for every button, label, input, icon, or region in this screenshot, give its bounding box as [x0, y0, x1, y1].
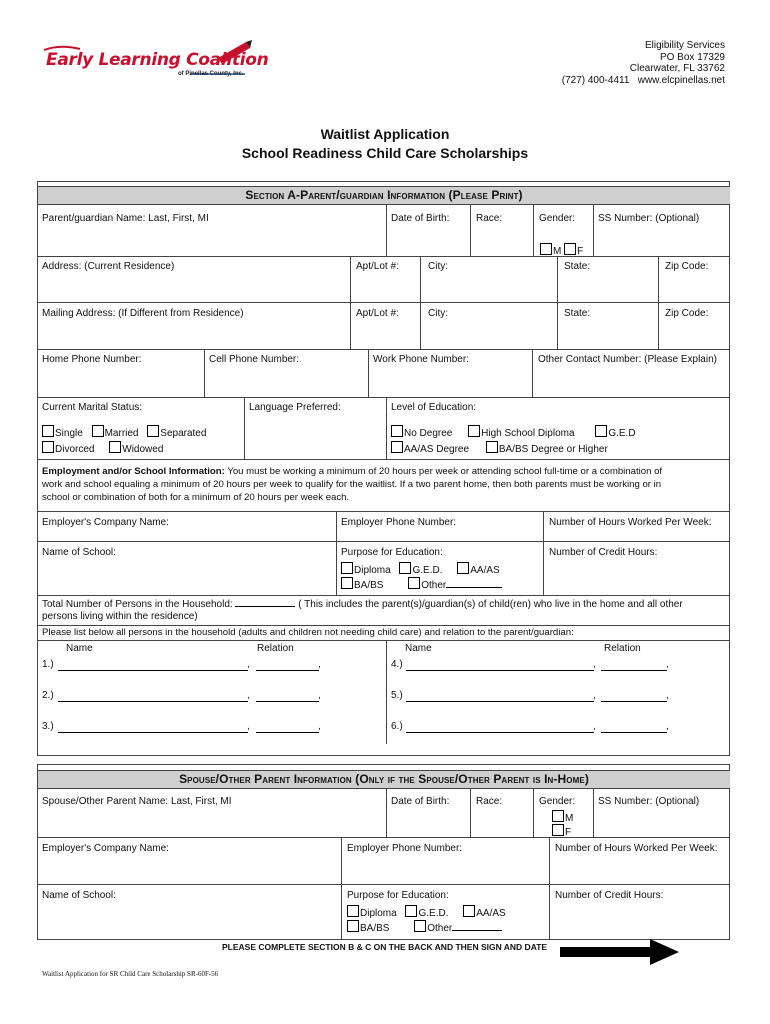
household-row-6: 6.) — [391, 721, 403, 732]
marital-status-label: Current Marital Status: — [42, 402, 143, 413]
household-row-3-relation[interactable] — [256, 732, 319, 733]
household-row-4-relation[interactable] — [601, 670, 667, 671]
household-total-input[interactable] — [235, 597, 295, 607]
page-title — [0, 125, 770, 163]
household-row-1-relation[interactable] — [256, 670, 319, 671]
spouse-ss-field[interactable]: SS Number: (Optional) — [598, 796, 700, 807]
divider — [532, 349, 533, 397]
aa-degree-checkbox[interactable] — [391, 441, 403, 453]
divider — [38, 397, 730, 398]
married-checkbox[interactable] — [92, 425, 104, 437]
ged-purpose-checkbox[interactable] — [399, 562, 411, 574]
spouse-hours-worked-field[interactable]: Number of Hours Worked Per Week: — [555, 843, 718, 854]
ba-purpose-checkbox[interactable] — [341, 577, 353, 589]
comma: , — [247, 690, 250, 701]
col-name-left: Name — [66, 643, 93, 654]
mailing-city-field[interactable]: City: — [428, 308, 448, 319]
address-line-2: PO Box 17329 — [659, 51, 725, 63]
diploma-checkbox[interactable] — [341, 562, 353, 574]
address-field[interactable]: Address: (Current Residence) — [42, 261, 175, 272]
household-row-6-name[interactable] — [406, 732, 594, 733]
divider — [38, 595, 730, 596]
zip-field[interactable]: Zip Code: — [665, 261, 709, 272]
divider — [386, 788, 387, 837]
comma: , — [318, 690, 321, 701]
spouse-gender-f: F — [552, 824, 571, 839]
divider — [470, 788, 471, 837]
gender-label: Gender: — [539, 213, 576, 224]
employment-text-1: You must be working a minimum of 20 hours per week or attending school full-time or a combination of — [224, 466, 663, 477]
divider — [38, 884, 730, 885]
address-line-3: Clearwater, FL 33762 — [629, 63, 725, 74]
other-contact-field[interactable]: Other Contact Number: (Please Explain) — [538, 354, 717, 365]
divider — [244, 397, 245, 459]
spouse-ba-checkbox[interactable] — [347, 920, 359, 932]
divider — [38, 837, 730, 838]
other-purpose-line[interactable] — [446, 578, 502, 588]
divider — [38, 302, 730, 303]
dob-field[interactable]: Date of Birth: — [391, 213, 450, 224]
high-school-checkbox[interactable] — [468, 425, 480, 437]
divider — [368, 349, 369, 397]
household-row-4-name[interactable] — [406, 670, 594, 671]
comma: , — [593, 659, 596, 670]
mailing-zip-field[interactable]: Zip Code: — [665, 308, 709, 319]
divorced-checkbox[interactable] — [42, 441, 54, 453]
spouse-heading: Spouse/Other Parent Information (Only if the Spouse/Other Parent is In-Home) — [38, 770, 730, 789]
race-field[interactable]: Race: — [476, 213, 503, 224]
credit-hours-field[interactable]: Number of Credit Hours: — [549, 547, 658, 558]
address-line-4: (727) 400-4411 www.elcpinellas.net — [561, 74, 725, 86]
comma: , — [318, 721, 321, 732]
employment-info — [42, 465, 728, 504]
household-row-4: 4.) — [391, 659, 403, 670]
col-name-right: Name — [405, 643, 432, 654]
divider — [593, 204, 594, 256]
divider — [38, 349, 730, 350]
hours-worked-field[interactable]: Number of Hours Worked Per Week: — [549, 517, 712, 528]
mailing-state-field[interactable]: State: — [564, 308, 591, 319]
back-instruction: PLEASE COMPLETE SECTION B & C ON THE BACK AND THEN SIGN AND DATE — [222, 942, 548, 952]
spouse-race-field[interactable]: Race: — [476, 796, 503, 807]
widowed-checkbox[interactable] — [109, 441, 121, 453]
spouse-school-name-field[interactable]: Name of School: — [42, 890, 116, 901]
spouse-gender-label: Gender: — [539, 796, 576, 807]
household-row-2-name[interactable] — [58, 701, 248, 702]
comma: , — [247, 659, 250, 670]
other-purpose-checkbox[interactable] — [408, 577, 420, 589]
spouse-purpose-label: Purpose for Education: — [347, 890, 449, 901]
divider — [386, 204, 387, 256]
comma: , — [247, 721, 250, 732]
divider — [593, 788, 594, 837]
divider — [336, 511, 337, 595]
comma: , — [666, 721, 669, 732]
spouse-credit-hours-field[interactable]: Number of Credit Hours: — [555, 890, 664, 901]
spouse-gender-m-checkbox[interactable] — [552, 810, 564, 822]
apt-field[interactable]: Apt/Lot #: — [356, 261, 399, 272]
comma: , — [593, 690, 596, 701]
divider — [38, 459, 730, 460]
spouse-diploma-checkbox[interactable] — [347, 905, 359, 917]
spouse-dob-field[interactable]: Date of Birth: — [391, 796, 450, 807]
divider — [543, 511, 544, 595]
household-row-3: 3.) — [42, 721, 54, 732]
comma: , — [318, 659, 321, 670]
home-phone-field[interactable]: Home Phone Number: — [42, 354, 142, 365]
divider — [38, 511, 730, 512]
divider — [38, 625, 730, 626]
spouse-aa-checkbox[interactable] — [463, 905, 475, 917]
household-row-5-name[interactable] — [406, 701, 594, 702]
mailing-apt-field[interactable]: Apt/Lot #: — [356, 308, 399, 319]
employer-name-field[interactable]: Employer's Company Name: — [42, 517, 169, 528]
divider — [204, 349, 205, 397]
divider — [38, 640, 730, 641]
col-relation-left: Relation — [257, 643, 294, 654]
address-block — [562, 40, 725, 86]
divider — [533, 204, 534, 256]
household-row-5-relation[interactable] — [601, 701, 667, 702]
separated-checkbox[interactable] — [147, 425, 159, 437]
comma: , — [666, 659, 669, 670]
mailing-address-field[interactable]: Mailing Address: (If Different from Residence) — [42, 308, 244, 319]
divider — [341, 837, 342, 940]
spouse-gender-m: M — [552, 810, 573, 825]
employment-text-3: school or combination of both for a minimum of 20 hours per week each. — [42, 492, 350, 503]
address-line-1: Eligibility Services — [644, 40, 725, 51]
logo — [40, 38, 269, 86]
parent-name-field[interactable]: Parent/guardian Name: Last, First, MI — [42, 213, 209, 224]
col-relation-right: Relation — [604, 643, 641, 654]
employment-heading: Employment and/or School Information: — [42, 466, 225, 477]
city-field[interactable]: City: — [428, 261, 448, 272]
comma: , — [666, 690, 669, 701]
spouse-ged-checkbox[interactable] — [405, 905, 417, 917]
purpose-options-row1: Diploma G.E.D. AA/AS — [341, 562, 500, 577]
state-field[interactable]: State: — [564, 261, 591, 272]
ged-checkbox[interactable] — [595, 425, 607, 437]
gender-f-checkbox[interactable] — [564, 243, 576, 255]
household-row-2: 2.) — [42, 690, 54, 701]
cell-phone-field[interactable]: Cell Phone Number: — [209, 354, 300, 365]
divider — [533, 788, 534, 837]
title-line-1: Waitlist Application — [320, 126, 450, 142]
household-row-5: 5.) — [391, 690, 403, 701]
gender-options: M F — [540, 243, 583, 258]
education-options-row1: No Degree High School Diploma G.E.D — [391, 425, 636, 440]
divider — [386, 397, 387, 459]
purpose-label: Purpose for Education: — [341, 547, 443, 558]
ba-degree-checkbox[interactable] — [486, 441, 498, 453]
household-list-instruction: Please list below all persons in the household (adults and children not needing child care) and relation to the parent/guardian: — [42, 627, 574, 638]
aa-purpose-checkbox[interactable] — [457, 562, 469, 574]
logo-name: Early Learning Coalition — [46, 50, 269, 70]
right-arrow-icon — [560, 938, 680, 966]
education-label: Level of Education: — [391, 402, 477, 413]
spouse-gender-f-checkbox[interactable] — [552, 824, 564, 836]
household-total: Total Number of Persons in the Household: ( This includes the parent(s)/guardian(s) of child(ren) who live in the home and all other — [42, 599, 683, 610]
divider — [470, 204, 471, 256]
household-row-6-relation[interactable] — [601, 732, 667, 733]
divider — [38, 541, 730, 542]
title-line-2: School Readiness Child Care Scholarships — [241, 145, 529, 161]
spouse-name-field[interactable]: Spouse/Other Parent Name: Last, First, MI — [42, 796, 232, 807]
spouse-other-checkbox[interactable] — [414, 920, 426, 932]
household-row-1-name[interactable] — [58, 670, 248, 671]
education-options-row2: AA/AS Degree BA/BS Degree or Higher — [391, 441, 608, 456]
spouse-other-line[interactable] — [452, 921, 502, 931]
divider — [386, 640, 387, 744]
logo-sub: of Pinellas County, Inc. — [178, 71, 244, 77]
household-note-2: persons living within the residence) — [42, 611, 198, 622]
household-row-3-name[interactable] — [58, 732, 248, 733]
employer-phone-field[interactable]: Employer Phone Number: — [341, 517, 457, 528]
gender-m-checkbox[interactable] — [540, 243, 552, 255]
ss-field[interactable]: SS Number: (Optional) — [598, 213, 700, 224]
section-a-heading: Section A-Parent/guardian Information (Please Print) — [38, 186, 730, 205]
language-field[interactable]: Language Preferred: — [249, 402, 341, 413]
form-id: Waitlist Application for SR Child Care Scholarship SR-60F-56 — [42, 970, 219, 978]
no-degree-checkbox[interactable] — [391, 425, 403, 437]
divider — [38, 256, 730, 257]
employment-text-2: work and school equaling a minimum of 20 hours per week to qualify for the waitlist. If a two parent home, then both parents must be working or in — [42, 479, 662, 490]
single-checkbox[interactable] — [42, 425, 54, 437]
spouse-employer-name-field[interactable]: Employer's Company Name: — [42, 843, 169, 854]
household-row-1: 1.) — [42, 659, 54, 670]
school-name-field[interactable]: Name of School: — [42, 547, 116, 558]
comma: , — [593, 721, 596, 732]
divider — [549, 837, 550, 940]
household-row-2-relation[interactable] — [256, 701, 319, 702]
spouse-purpose-options-row2: BA/BS Other — [347, 920, 502, 935]
work-phone-field[interactable]: Work Phone Number: — [373, 354, 469, 365]
marital-options-row2: Divorced Widowed — [42, 441, 163, 456]
marital-options-row1: Single Married Separated — [42, 425, 206, 440]
purpose-options-row2: BA/BS Other — [341, 577, 502, 592]
spouse-purpose-options-row1: Diploma G.E.D. AA/AS — [347, 905, 506, 920]
spouse-employer-phone-field[interactable]: Employer Phone Number: — [347, 843, 463, 854]
